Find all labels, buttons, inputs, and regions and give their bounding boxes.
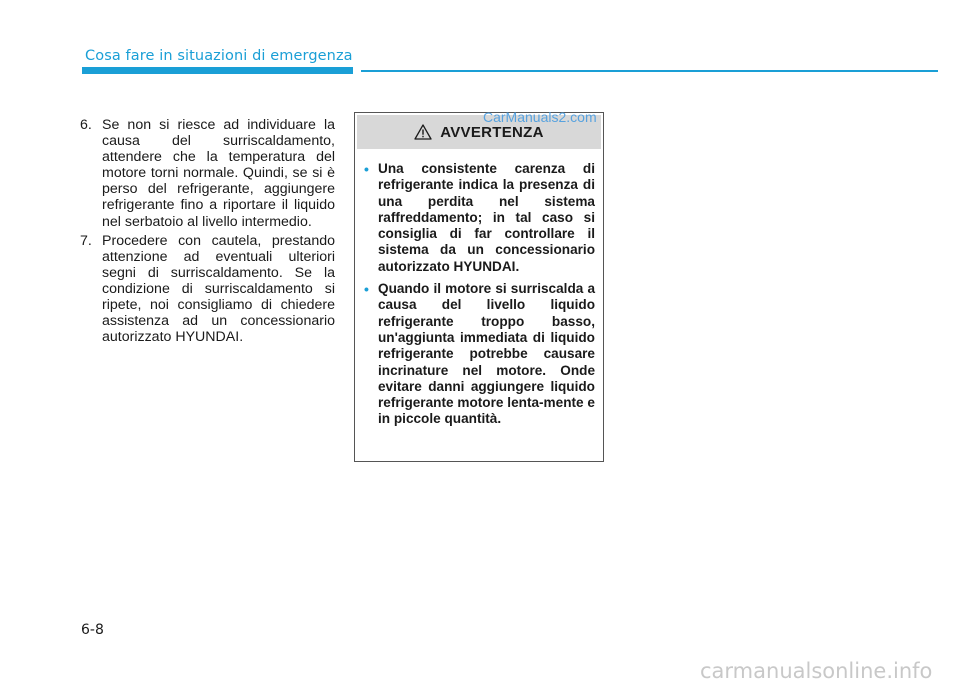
header-tab-bar bbox=[82, 67, 353, 74]
step-item bbox=[80, 117, 335, 230]
overlay-watermark: CarManuals2.com bbox=[483, 109, 597, 125]
page-number: 6-8 bbox=[81, 622, 104, 638]
warning-item bbox=[364, 281, 595, 428]
warning-item-text: Quando il motore si surriscalda a causa del livello liquido refrigerante troppo basso, un'aggiunta immediata di liquido refrigerante potrebbe causare incrinature nel motore. Onde evitare danni aggiungere liquido refrigerante motore lenta-mente e in piccole quantità. bbox=[378, 281, 595, 427]
warning-item-text: Una consistente carenza di refrigerante indica la presenza di una perdita nel sistema raffreddamento; in tal caso si consiglia di far controllare il sistema da un concessionario autorizzato HYUNDAI. bbox=[378, 161, 595, 274]
warning-box bbox=[354, 112, 604, 462]
bullet-icon: • bbox=[364, 161, 369, 177]
warning-title: AVVERTENZA bbox=[440, 123, 544, 141]
section-header bbox=[82, 48, 938, 76]
step-number: 6. bbox=[80, 117, 92, 133]
step-number: 7. bbox=[80, 232, 92, 249]
step-text: Se non si riesce ad individuare la causa del surriscaldamento, attendere che la temperatura del motore torni normale. Quindi, se si è perso del refrigerante, aggiungere refrigerante fino a riportare il liquido nel serbatoio al livello intermedio. bbox=[102, 117, 335, 230]
header-rule bbox=[361, 70, 938, 72]
warning-list bbox=[364, 161, 595, 428]
step-text: Procedere con cautela, prestando attenzione ad eventuali ulteriori segni di surriscaldamento. Se la condizione di surriscaldamento si ripete, noi consigliamo di chiedere assistenza ad un concessionario autorizzato HYUNDAI. bbox=[102, 232, 335, 346]
warning-item bbox=[364, 161, 595, 275]
warning-triangle-icon bbox=[414, 124, 432, 140]
bullet-icon: • bbox=[364, 281, 369, 298]
section-title: Cosa fare in situazioni di emergenza bbox=[85, 48, 353, 64]
instructions-column bbox=[80, 117, 335, 348]
step-item bbox=[80, 233, 335, 346]
site-watermark: carmanualsonline.info bbox=[700, 659, 933, 683]
